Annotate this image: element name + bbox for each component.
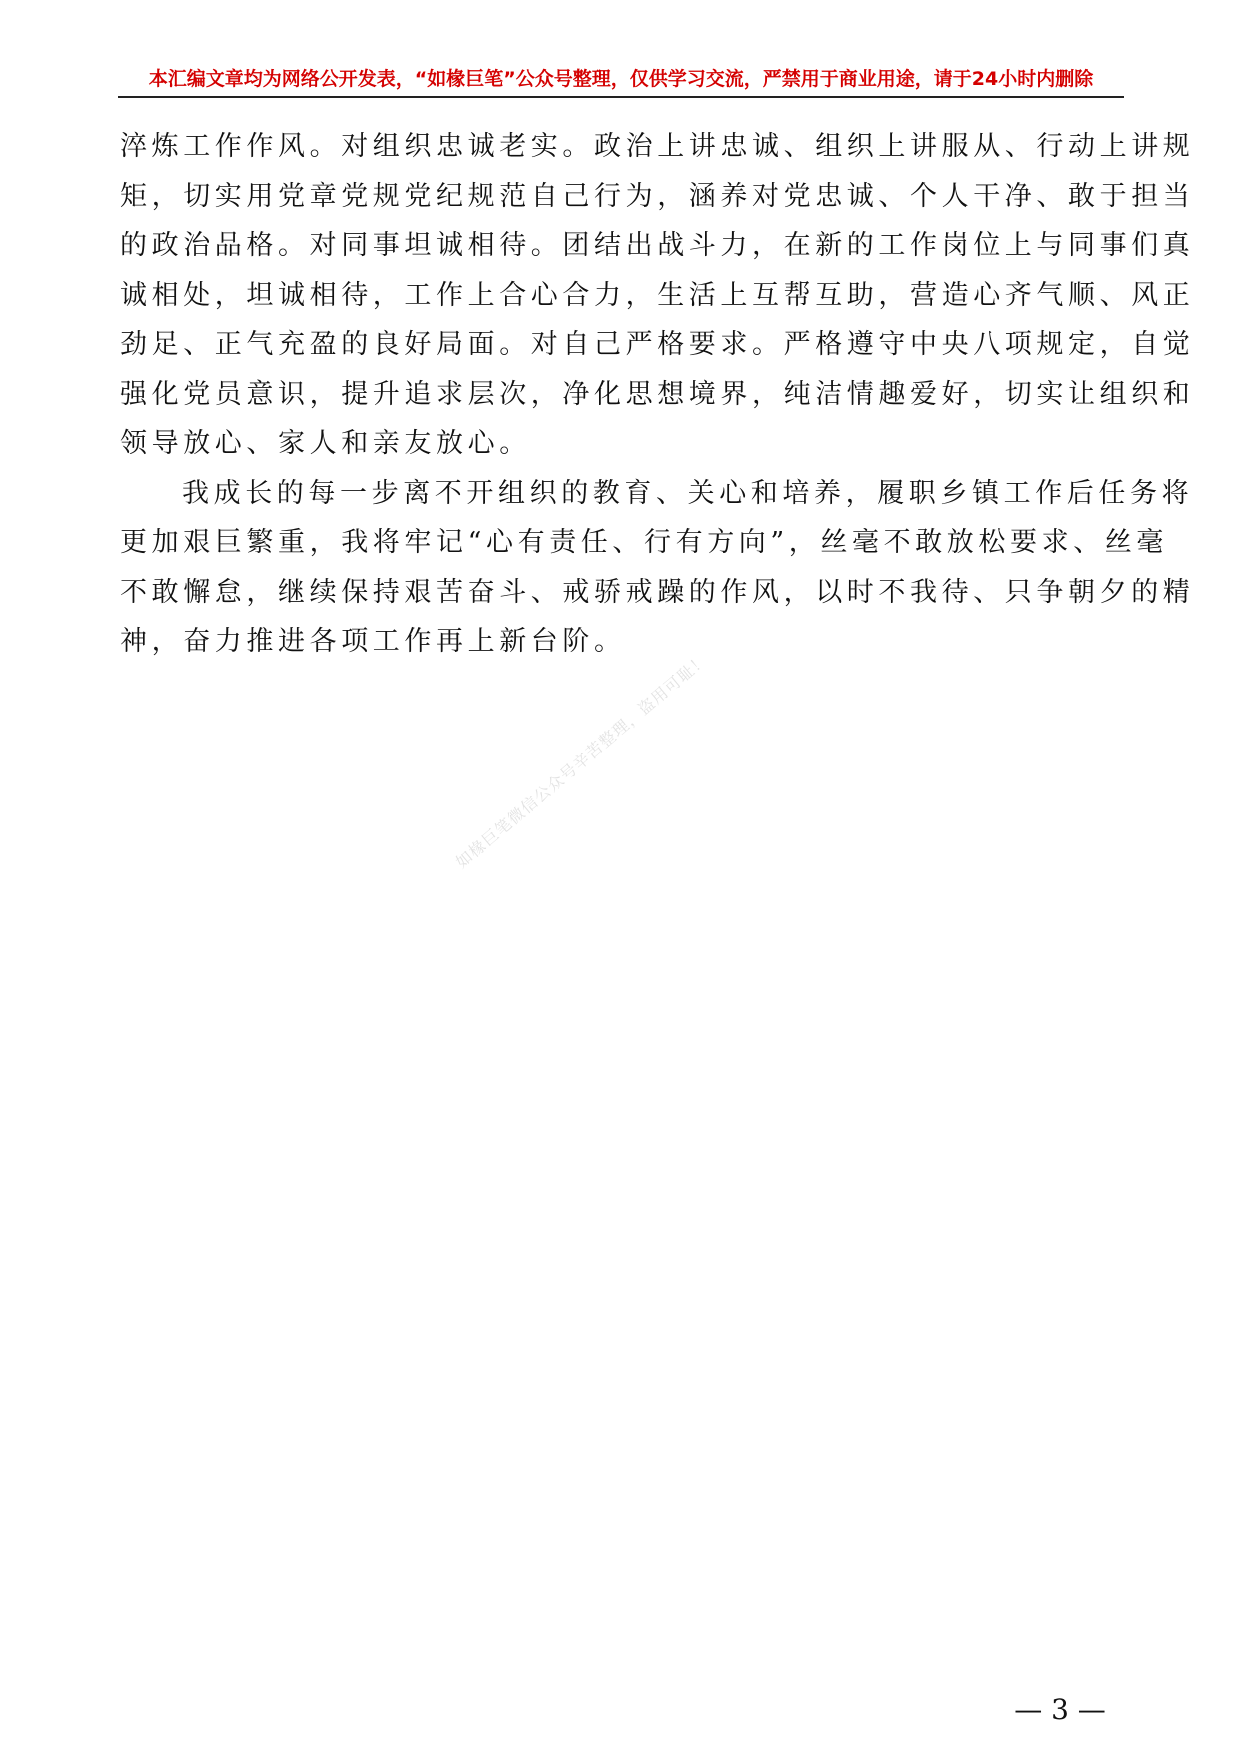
header-divider	[118, 96, 1124, 98]
watermark-text: 如椽巨笔微信公众号辛苦整理，盗用可耻！	[451, 649, 712, 872]
paragraph-2-line-2: 更加艰巨繁重，我将牢记“心有责任、行有方向”，丝毫不敢放松要求、丝毫	[120, 527, 1169, 558]
paragraph-1-line-7: 领导放心、家人和亲友放心。	[120, 428, 531, 459]
paragraph-2-line-3: 不敢懈怠，继续保持艰苦奋斗、戒骄戒躁的作风，以时不我待、只争朝夕的精	[120, 576, 1195, 608]
paragraph-1-line-5: 劲足、正气充盈的良好局面。对自己严格要求。严格遵守中央八项规定，自觉	[120, 329, 1195, 360]
paragraph-1-line-6: 强化党员意识，提升追求层次，净化思想境界，纯洁情趣爱好，切实让组织和	[120, 378, 1195, 410]
paragraph-2-line-4: 神，奋力推进各项工作再上新台阶。	[120, 626, 626, 657]
paragraph-1-line-2: 矩，切实用党章党规党纪规范自己行为，涵养对党忠诚、个人干净、敢于担当	[120, 180, 1195, 212]
document-body	[120, 122, 1195, 667]
paragraph-1-line-4: 诚相处，坦诚相待，工作上合心合力，生活上互帮互助，营造心齐气顺、风正	[120, 279, 1195, 311]
paragraph-1-line-3: 的政治品格。对同事坦诚相待。团结出战斗力，在新的工作岗位上与同事们真	[120, 230, 1195, 261]
paragraph-1	[120, 122, 1195, 469]
paragraph-2-line-1: 我成长的每一步离不开组织的教育、关心和培养，履职乡镇工作后任务将	[182, 477, 1194, 509]
paragraph-2	[120, 469, 1195, 667]
page-number: — 3 —	[1014, 1693, 1106, 1726]
copyright-banner: 本汇编文章均为网络公开发表，“如椽巨笔”公众号整理，仅供学习交流，严禁用于商业用途，请于24小时内删除	[148, 68, 1094, 90]
paragraph-1-line-1: 淬炼工作作风。对组织忠诚老实。政治上讲忠诚、组织上讲服从、行动上讲规	[120, 131, 1195, 162]
